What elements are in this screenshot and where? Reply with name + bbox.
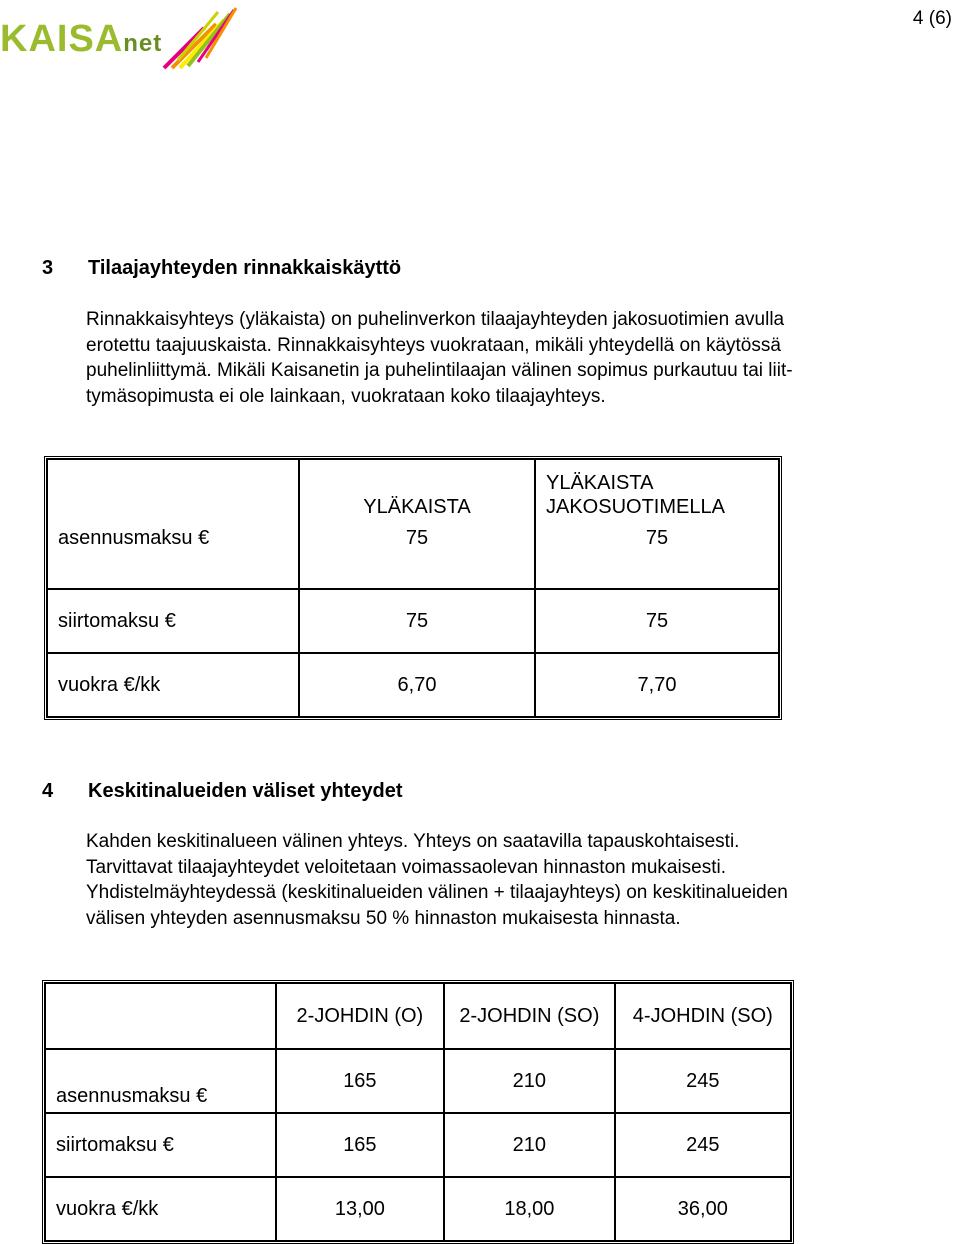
paragraph-line: Tarvittavat tilaajayhteydet veloitetaan voimassaolevan hinnaston mukaisesti. — [86, 856, 727, 878]
table-row — [47, 589, 779, 653]
row-label: siirtomaksu € — [47, 589, 299, 653]
column-header: YLÄKAISTA JAKOSUOTIMELLA — [535, 459, 779, 525]
row-label: vuokra €/kk — [47, 653, 299, 717]
section-title: Keskitinalueiden väliset yhteydet — [88, 780, 403, 802]
table-corner-cell — [45, 983, 276, 1049]
table-row — [45, 1177, 791, 1241]
logo-stripes-icon — [158, 2, 238, 72]
column-header: 2-JOHDIN (O) — [276, 983, 445, 1049]
ylakaista-price-table — [44, 456, 782, 720]
section-number: 4 — [42, 780, 54, 802]
table-cell: 75 — [299, 589, 535, 653]
table-cell: 13,00 — [276, 1177, 445, 1241]
table-corner-cell — [47, 459, 299, 525]
section-number: 3 — [42, 257, 54, 279]
section-title: Tilaajayhteyden rinnakkaiskäyttö — [88, 257, 402, 279]
row-label: siirtomaksu € — [45, 1113, 276, 1177]
table-cell: 75 — [299, 525, 535, 589]
paragraph-line: puhelinliittymä. Mikäli Kaisanetin ja puhelintilaajan välinen sopimus purkautuu tai liit- — [86, 360, 793, 381]
section-4-paragraph — [86, 829, 916, 931]
table-cell: 245 — [615, 1049, 791, 1113]
table-header-row — [45, 983, 791, 1049]
paragraph-line: tymäsopimusta ei ole lainkaan, vuokrataan koko tilaajayhteys. — [86, 385, 606, 407]
table-cell: 75 — [535, 589, 779, 653]
paragraph-line: Yhdistelmäyhteydessä (keskitinalueiden välinen + tilaajayhteys) on keskitinalueiden — [86, 882, 788, 903]
row-label: asennusmaksu € — [47, 525, 299, 589]
row-label: asennusmaksu € — [45, 1049, 276, 1113]
row-label: vuokra €/kk — [45, 1177, 276, 1241]
table-cell: 210 — [444, 1049, 614, 1113]
table-row — [45, 1113, 791, 1177]
table-cell: 7,70 — [535, 653, 779, 717]
kaisanet-logo — [0, 2, 240, 72]
table-header-row — [47, 459, 779, 525]
logo-wordmark: KAISAnet — [0, 18, 163, 60]
table-cell: 18,00 — [444, 1177, 614, 1241]
table-cell: 36,00 — [615, 1177, 791, 1241]
table-row — [47, 525, 779, 589]
paragraph-line: erotettu taajuuskaista. Rinnakkaisyhteys vuokrataan, mikäli yhteydellä on käytössä — [86, 334, 781, 356]
table-cell: 165 — [276, 1113, 445, 1177]
table-cell: 210 — [444, 1113, 614, 1177]
table-cell: 6,70 — [299, 653, 535, 717]
column-header: YLÄKAISTA — [299, 459, 535, 525]
table-cell: 245 — [615, 1113, 791, 1177]
paragraph-line: välisen yhteyden asennusmaksu 50 % hinnaston mukaisesta hinnasta. — [86, 907, 681, 929]
table-row — [47, 653, 779, 717]
paragraph-line: Rinnakkaisyhteys (yläkaista) on puhelinverkon tilaajayhteyden jakosuotimien avulla — [86, 309, 785, 330]
table-cell: 165 — [276, 1049, 445, 1113]
section-3-paragraph — [86, 307, 916, 409]
column-header: 4-JOHDIN (SO) — [615, 983, 791, 1049]
page-number: 4 (6) — [912, 8, 952, 29]
table-row — [45, 1049, 791, 1113]
column-header: 2-JOHDIN (SO) — [444, 983, 614, 1049]
johdin-price-table — [42, 980, 794, 1244]
table-cell: 75 — [535, 525, 779, 589]
paragraph-line: Kahden keskitinalueen välinen yhteys. Yhteys on saatavilla tapauskohtaisesti. — [86, 831, 740, 852]
